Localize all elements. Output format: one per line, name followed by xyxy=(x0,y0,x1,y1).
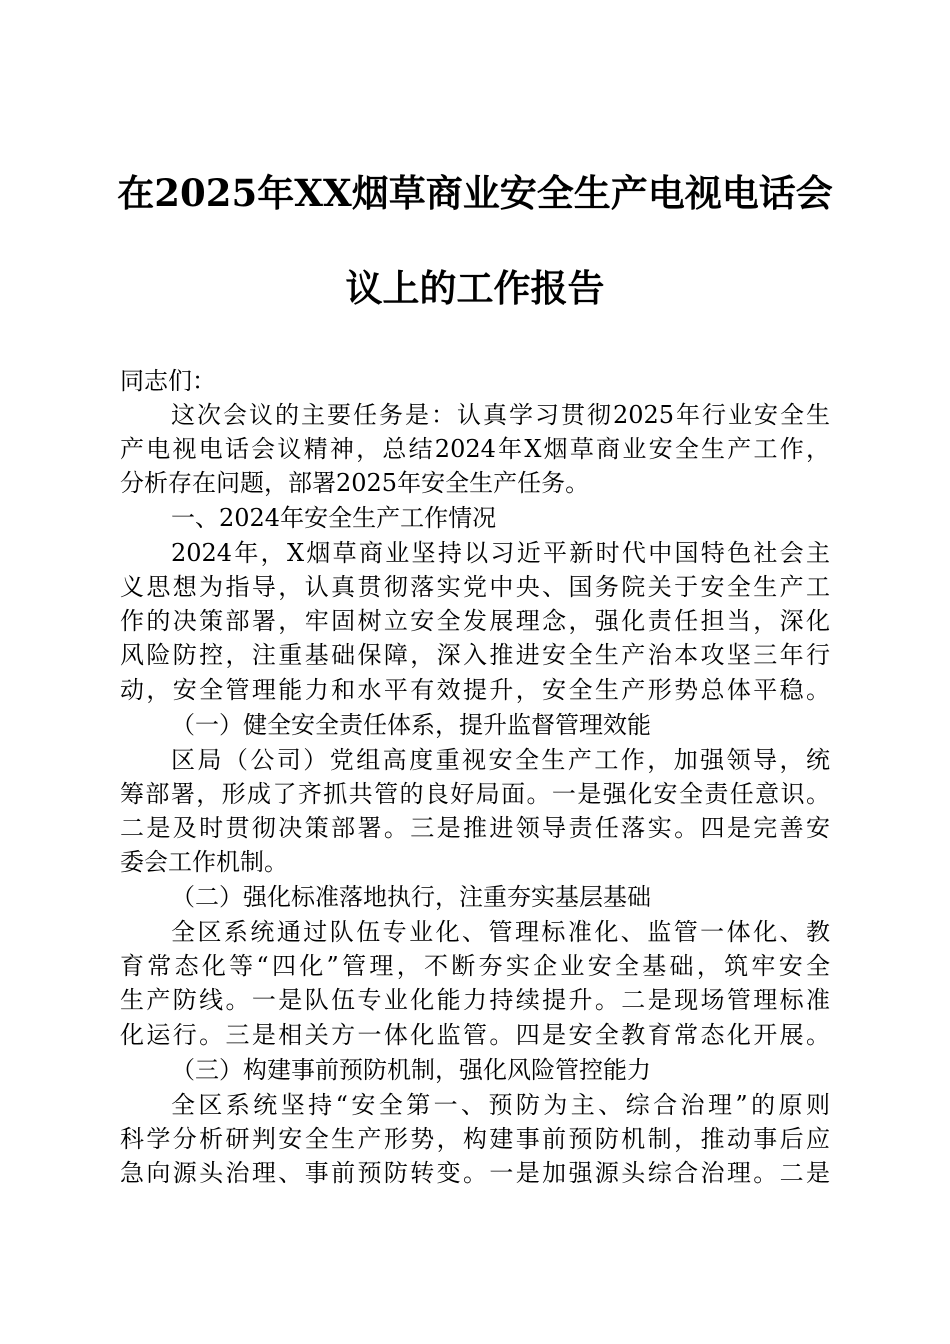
section-1-para-line: 义思想为指导，认真贯彻落实党中央、国务院关于安全生产工 xyxy=(120,573,830,601)
subsection-2-para-line: 育常态化等“四化”管理，不断夯实企业安全基础，筑牢安全 xyxy=(120,952,830,980)
greeting: 同志们： xyxy=(120,367,216,395)
subsection-1-para-line: 区局（公司）党组高度重视安全生产工作，加强领导，统 xyxy=(171,746,830,774)
section-1-para-line: 作的决策部署，牢固树立安全发展理念，强化责任担当，深化 xyxy=(120,607,830,635)
subsection-2-para-line: 全区系统通过队伍专业化、管理标准化、监管一体化、教 xyxy=(171,918,830,946)
section-1-heading: 一、2024年安全生产工作情况 xyxy=(171,504,497,532)
subsection-1-para-line: 委会工作机制。 xyxy=(120,848,288,876)
subsection-1-heading: （一）健全安全责任体系，提升监督管理效能 xyxy=(171,711,651,739)
subsection-3-para-line: 急向源头治理、事前预防转变。一是加强源头综合治理。二是 xyxy=(120,1159,830,1187)
section-1-para-line: 2024年，X烟草商业坚持以习近平新时代中国特色社会主 xyxy=(171,539,830,567)
intro-line: 分析存在问题，部署2025年安全生产任务。 xyxy=(120,469,590,497)
subsection-3-para-line: 全区系统坚持“安全第一、预防为主、综合治理”的原则 xyxy=(171,1091,830,1119)
subsection-3-heading: （三）构建事前预防机制，强化风险管控能力 xyxy=(171,1056,651,1084)
intro-line: 这次会议的主要任务是：认真学习贯彻2025年行业安全生 xyxy=(171,401,830,429)
section-1-para-line: 动，安全管理能力和水平有效提升，安全生产形势总体平稳。 xyxy=(120,676,830,704)
section-1-para-line: 风险防控，注重基础保障，深入推进安全生产治本攻坚三年行 xyxy=(120,641,830,669)
subsection-2-para-line: 生产防线。一是队伍专业化能力持续提升。二是现场管理标准 xyxy=(120,986,830,1014)
subsection-1-para-line: 二是及时贯彻决策部署。三是推进领导责任落实。四是完善安 xyxy=(120,814,830,842)
subsection-2-para-line: 化运行。三是相关方一体化监管。四是安全教育常态化开展。 xyxy=(120,1021,830,1049)
document-title-line-2: 议上的工作报告 xyxy=(345,266,605,310)
subsection-1-para-line: 筹部署，形成了齐抓共管的良好局面。一是强化安全责任意识。 xyxy=(120,780,830,808)
intro-line: 产电视电话会议精神，总结2024年X烟草商业安全生产工作， xyxy=(120,435,830,463)
subsection-3-para-line: 科学分析研判安全生产形势，构建事前预防机制，推动事后应 xyxy=(120,1125,830,1153)
document-title-line-1: 在2025年XX烟草商业安全生产电视电话会 xyxy=(117,171,833,215)
subsection-2-heading: （二）强化标准落地执行，注重夯实基层基础 xyxy=(171,883,651,911)
